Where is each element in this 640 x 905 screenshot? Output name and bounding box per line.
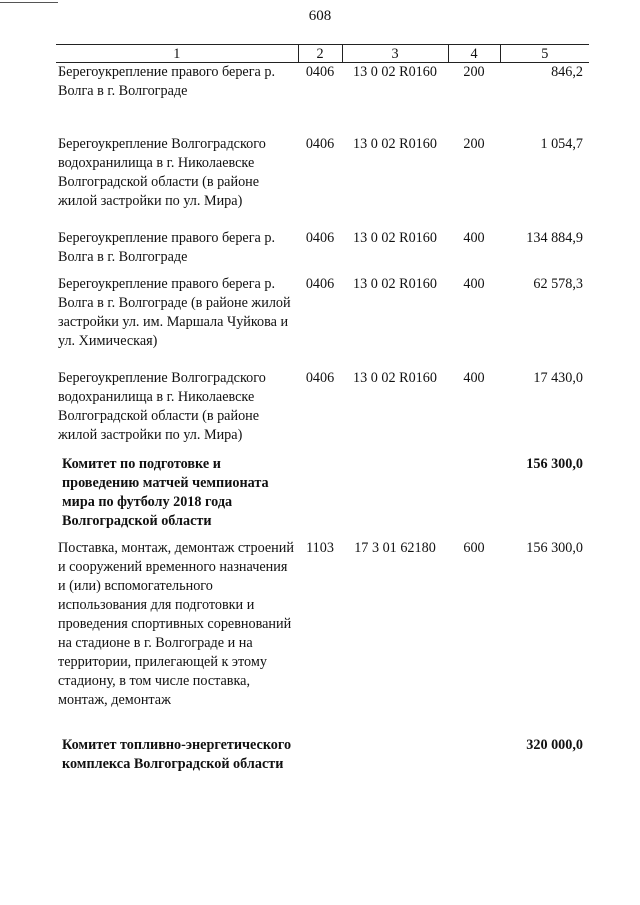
row-expense-code: 600 — [463, 539, 485, 556]
row-amount: 156 300,0 — [526, 539, 583, 556]
row-section-code — [298, 736, 342, 796]
column-header-4: 4 — [448, 45, 500, 63]
table-row — [56, 275, 589, 369]
row-section-code: 1103 — [306, 539, 334, 556]
row-target-code: 13 0 02 R0160 — [353, 135, 437, 152]
row-section-code: 0406 — [305, 275, 335, 292]
row-target-code: 13 0 02 R0160 — [353, 64, 437, 80]
budget-table — [56, 44, 589, 796]
column-header-1: 1 — [56, 45, 298, 63]
section-row — [56, 455, 589, 539]
row-expense-code: 200 — [463, 64, 485, 80]
section-row — [56, 736, 589, 796]
row-target-code — [342, 736, 448, 796]
row-amount: 1 054,7 — [540, 135, 583, 152]
row-expense-code: 200 — [463, 135, 485, 152]
row-amount: 17 430,0 — [533, 369, 583, 386]
row-target-code: 13 0 02 R0160 — [353, 229, 437, 246]
column-header-2: 2 — [298, 45, 342, 63]
row-amount: 62 578,3 — [533, 275, 583, 292]
row-section-code: 0406 — [305, 135, 335, 152]
row-section-code — [298, 455, 342, 539]
header-row — [56, 45, 589, 63]
section-name: Комитет по подготовке и проведению матчей чемпионата мира по футболу 2018 года Волгоградской области — [62, 455, 269, 529]
table-row — [56, 539, 589, 736]
row-expense-code: 400 — [463, 275, 485, 292]
row-section-code: 0406 — [305, 369, 335, 386]
section-total: 320 000,0 — [526, 736, 583, 753]
section-name: Комитет топливно-энергетического комплекса Волгоградской области — [62, 736, 292, 772]
column-header-3: 3 — [342, 45, 448, 63]
table-row — [56, 369, 589, 455]
row-name: Берегоукрепление правого берега р. Волга в г. Волгограде (в районе жилой застройки ул. им. Маршала Чуйкова и ул. Химическая) — [58, 275, 291, 349]
row-target-code: 13 0 02 R0160 — [353, 369, 437, 386]
section-total: 156 300,0 — [526, 455, 583, 472]
row-target-code: 17 3 01 62180 — [354, 539, 436, 556]
row-expense-code: 400 — [463, 229, 485, 246]
row-section-code: 0406 — [305, 64, 335, 80]
table-row — [56, 135, 589, 229]
table-row — [56, 229, 589, 275]
row-section-code: 0406 — [305, 229, 335, 246]
table-row — [56, 63, 589, 135]
column-header-5: 5 — [500, 45, 589, 63]
page-number: 608 — [308, 8, 332, 24]
row-name: Берегоукрепление правого берега р. Волга в г. Волгограде — [58, 229, 276, 265]
top-divider — [0, 2, 58, 3]
row-amount: 134 884,9 — [526, 229, 583, 246]
row-name: Поставка, монтаж, демонтаж строений и сооружений временного назначения и (или) вспомогательного использования для подготовки и проведения спортивных соревнований на стадионе в г. Волгограде и на территории, прилегающей к этому стадиону, в том числе поставка, монтаж, демонтаж — [58, 539, 294, 708]
row-name: Берегоукрепление правого берега р. Волга в г. Волгограде — [58, 64, 276, 99]
row-target-code: 13 0 02 R0160 — [353, 275, 437, 292]
row-name: Берегоукрепление Волгоградского водохранилища в г. Николаевске Волгоградской области (в районе жилой застройки по ул. Мира) — [58, 369, 266, 443]
row-amount: 846,2 — [551, 64, 583, 80]
row-name: Берегоукрепление Волгоградского водохранилища в г. Николаевске Волгоградской области (в районе жилой застройки по ул. Мира) — [58, 135, 266, 209]
row-expense-code: 400 — [463, 369, 485, 386]
row-expense-code — [448, 736, 500, 796]
row-expense-code — [448, 455, 500, 539]
row-target-code — [342, 455, 448, 539]
